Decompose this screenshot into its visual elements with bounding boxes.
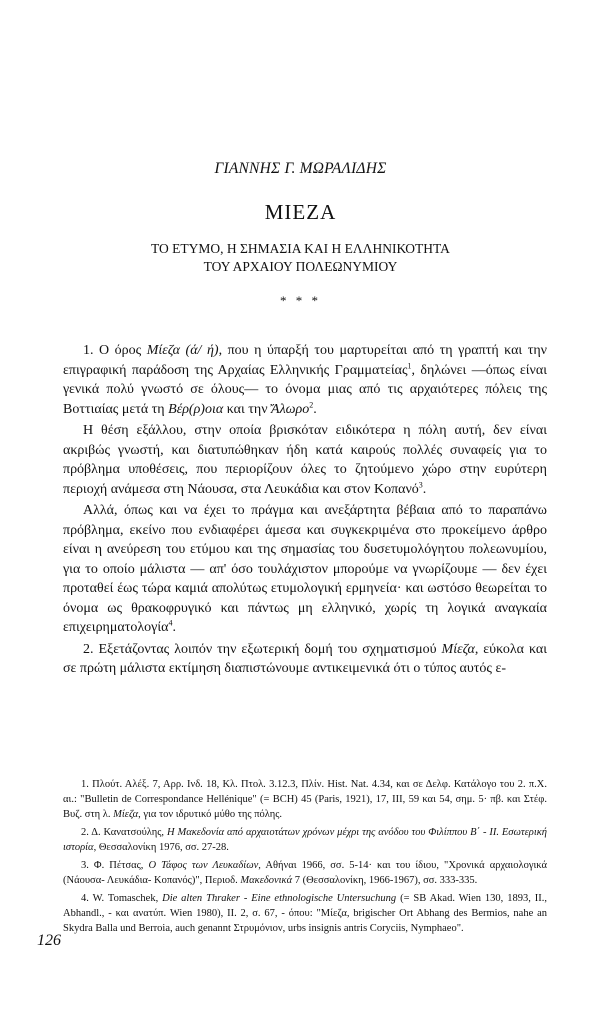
text-run: 2. Εξετάζοντας λοιπόν την εξωτερική δομή του σχηματισμού xyxy=(83,641,442,657)
text-run: , Θεσσαλονίκη 1976, σσ. 27-28. xyxy=(93,842,229,853)
italic-term: Die alten Thraker - Eine ethnologische Untersuchung xyxy=(162,893,397,904)
text-run: . xyxy=(313,401,317,417)
article-title: ΜΙΕΖΑ xyxy=(264,200,337,224)
paragraph-3 xyxy=(63,501,547,638)
footnote-3 xyxy=(63,858,547,888)
text-run: και την xyxy=(223,401,272,417)
footnote-ref: 3 xyxy=(418,479,423,489)
text-run: , για τον ιδρυτικό μύθο της πόλης. xyxy=(138,809,283,820)
text-run: 2. Δ. Κανατσούλης, xyxy=(81,827,167,838)
text-run: 1. Πλούτ. Αλέξ. 7, Αρρ. Ινδ. 18, Κλ. Πτολ. 3.12.3, Πλίν. Hist. Nat. 4.34, και σε Δελφ. Κατάλογο του 2. π.Χ. αι.: "Bulletin de Correspondance Hellénique" (= BCH) 45 (Paris, 1921), 17, III, 59 και 54, σημ. 5· πβ. και Στέφ. Βυζ. στη λ. xyxy=(63,779,547,820)
italic-term: Μακεδονικά xyxy=(240,875,293,886)
italic-term: Μίεζα xyxy=(441,641,475,657)
italic-term: Μίεζα (ά/ ή) xyxy=(146,343,219,358)
footnote-ref: 1 xyxy=(407,360,412,370)
page-number: 126 xyxy=(37,932,61,949)
subtitle-line-1: ΤΟ ΕΤΥΜΟ, Η ΣΗΜΑΣΙΑ ΚΑΙ Η ΕΛΛΗΝΙΚΟΤΗΤΑ xyxy=(151,241,450,256)
text-run: 3. Φ. Πέτσας, xyxy=(81,860,149,871)
text-run: , Αθήναι 1966, σσ. 5-14· και του ίδιου, "Χρονικά αρχαιολογικά (Νάουσα- Λευκάδια- Κοπανός)", Περιοδ. xyxy=(63,860,547,886)
footnote-ref: 4 xyxy=(168,618,173,628)
subtitle-line-2: ΤΟΥ ΑΡΧΑΙΟΥ ΠΟΛΕΩΝΥΜΙΟΥ xyxy=(203,259,398,274)
text-run: Η θέση εξάλλου, στην οποία βρισκόταν ειδικότερα η πόλη αυτή, δεν είναι ακριβώς γνωστή, και διατυπώθηκαν ήδη κατά καιρούς πολλές συναφείς για το πρόβλημα υποθέσεις, που περιορίζουν όλες το ζητούμενο χώρο στην ευρύτερη περιοχή ανάμεσα στη Νάουσα, στα Λευκάδια και στον Κοπανό xyxy=(63,423,547,497)
footnote-1 xyxy=(63,777,547,822)
text-run: . xyxy=(422,481,427,497)
paragraph-1 xyxy=(63,341,547,419)
italic-term: Μίεζα xyxy=(113,809,139,820)
main-text xyxy=(63,341,547,679)
text-run: 4. W. Tomaschek, xyxy=(81,893,163,904)
italic-term: Ἄλωρο xyxy=(271,401,310,417)
paragraph-2 xyxy=(63,421,547,499)
italic-term: Ο Τάφος των Λευκαδίων xyxy=(148,860,259,871)
footnote-4 xyxy=(63,891,547,936)
italic-term: Βέρ(ρ)οια xyxy=(168,401,224,417)
text-run: 1. Ο όρος xyxy=(83,343,147,358)
text-run: . xyxy=(172,620,176,635)
section-separator: * * * xyxy=(280,293,321,308)
text-run: , εύκολα και σε πρώτη μάλιστα εκτίμηση διαπιστώνουμε αντικειμενικά ότι ο τύπος αυτός ε- xyxy=(63,641,547,676)
italic-term: Η Μακεδονία από αρχαιοτάτων χρόνων μέχρι της ανόδου του Φιλίππου Β΄ - ΙΙ. Εσωτερική ιστορία xyxy=(63,827,547,853)
footnote-ref: 2 xyxy=(309,399,314,409)
article-subtitle xyxy=(0,240,601,276)
text-run: Αλλά, όπως και να έχει το πράγμα και ανεξάρτητα βέβαια από το παραπάνω πρόβλημα, εκείνο που ενδιαφέρει άμεσα και συγκεκριμένα στο προκείμενο άρθρο είναι η ανεύρεση του ετύμου και της σημασίας του δυσετυμολόγητου πολεωνυμίου, για το οποίο μάλιστα — απ' όσο τουλάχιστον μπορούμε να γνωρίζουμε — δεν έχει προταθεί έως τώρα καμιά απολύτως ετυμολογική ερμηνεία· και ωστόσο θεωρείται το όνομα ως θρακοφρυγικό και πάντως μη ελληνικό, χωρίς τη λογικά αναγκαία επιχειρηματολογία xyxy=(63,503,547,635)
text-run: 7 (Θεσσαλονίκη, 1966-1967), σσ. 333-335. xyxy=(292,875,478,886)
footnote-2 xyxy=(63,825,547,855)
footnotes xyxy=(63,777,547,939)
author-name: ΓΙΑΝΝΗΣ Γ. ΜΩΡΑΛΙΔΗΣ xyxy=(214,160,387,177)
paragraph-4 xyxy=(63,640,547,679)
text-run: (= SB Akad. Wien 130, 1893, II., Abhandl., - και ανατύπ. Wien 1980), II. 2, σ. 67, - όπου: "Μίεζα, brigischer Ort Abhang des Bermios, nahe an Skydra Balla und Berroia, auch genannt Στρυμόνιον, urbs insignis antris Coryciis, Nymphaeo". xyxy=(63,893,547,934)
text-run: , που η ύπαρξή του μαρτυρείται από τη γραπτή και την επιγραφική παράδοση της Αρχαίας Ελληνικής Γραμματείας xyxy=(63,343,547,378)
text-run: , δηλώνει —όπως είναι γενικά πολύ γνωστό σε όλους— το όνομα μιας από τις αρχαιότερες πόλεις της Βοττιαίας μετά τη xyxy=(63,362,547,417)
